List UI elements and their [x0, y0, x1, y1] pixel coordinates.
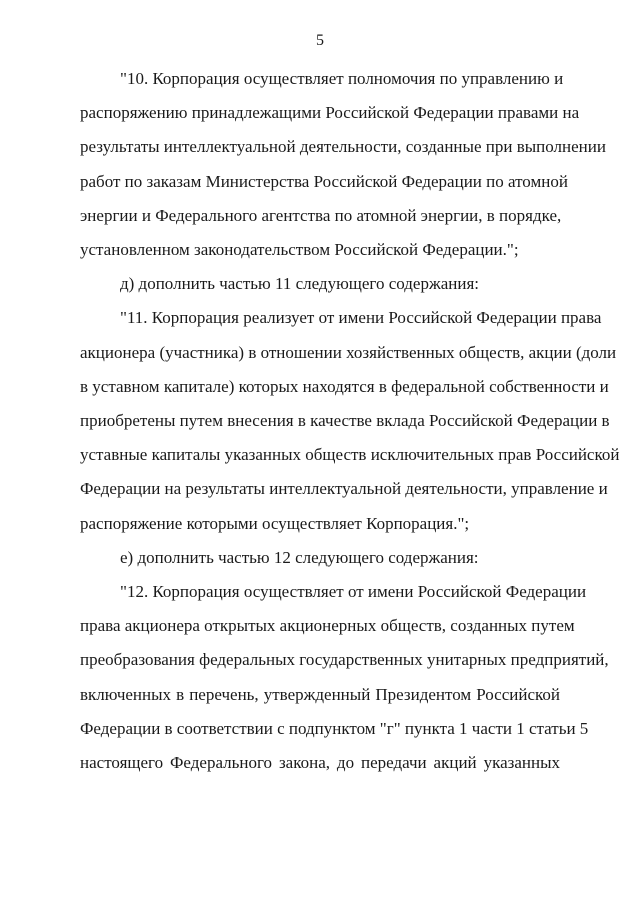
text-line: уставные капиталы указанных обществ исключительных прав Российской: [80, 445, 620, 465]
text-line: "12. Корпорация осуществляет от имени Российской Федерации: [120, 582, 587, 602]
text-line: права акционера открытых акционерных обществ, созданных путем: [80, 616, 575, 636]
text-line: "10. Корпорация осуществляет полномочия по управлению и: [120, 69, 564, 88]
page-number: 5: [316, 32, 324, 49]
text-line: распоряжение которыми осуществляет Корпорация.";: [80, 513, 470, 533]
text-line: результаты интеллектуальной деятельности, созданные при выполнении: [80, 137, 606, 157]
text-line: Федерации в соответствии с подпунктом "г" пункта 1 части 1 статьи 5: [80, 718, 589, 738]
text-line: д) дополнить частью 11 следующего содержания:: [120, 274, 480, 294]
text-line: работ по заказам Министерства Российской Федерации по атомной: [80, 171, 568, 191]
text-line: в уставном капитале) которых находятся в федеральной собственности и: [80, 376, 609, 396]
text-line: энергии и Федерального агентства по атомной энергии, в порядке,: [80, 205, 562, 225]
text-line: распоряжению принадлежащими Российской Федерации правами на: [80, 103, 580, 123]
text-line: акционера (участника) в отношении хозяйственных обществ, акции (доли: [80, 342, 617, 362]
text-line: приобретены путем внесения в качестве вклада Российской Федерации в: [80, 411, 610, 431]
text-line: настоящего Федерального закона, до передачи акций указанных: [80, 753, 560, 773]
text-line: Федерации на результаты интеллектуальной деятельности, управление и: [80, 479, 608, 499]
text-line: установленном законодательством Российской Федерации.";: [80, 240, 519, 260]
text-line: преобразования федеральных государственных унитарных предприятий,: [80, 650, 609, 670]
document-body: [80, 62, 620, 780]
text-line: "11. Корпорация реализует от имени Российской Федерации права: [120, 308, 602, 328]
text-line: включенных в перечень, утвержденный Президентом Российской: [80, 684, 560, 704]
text-line: е) дополнить частью 12 следующего содержания:: [120, 547, 479, 567]
